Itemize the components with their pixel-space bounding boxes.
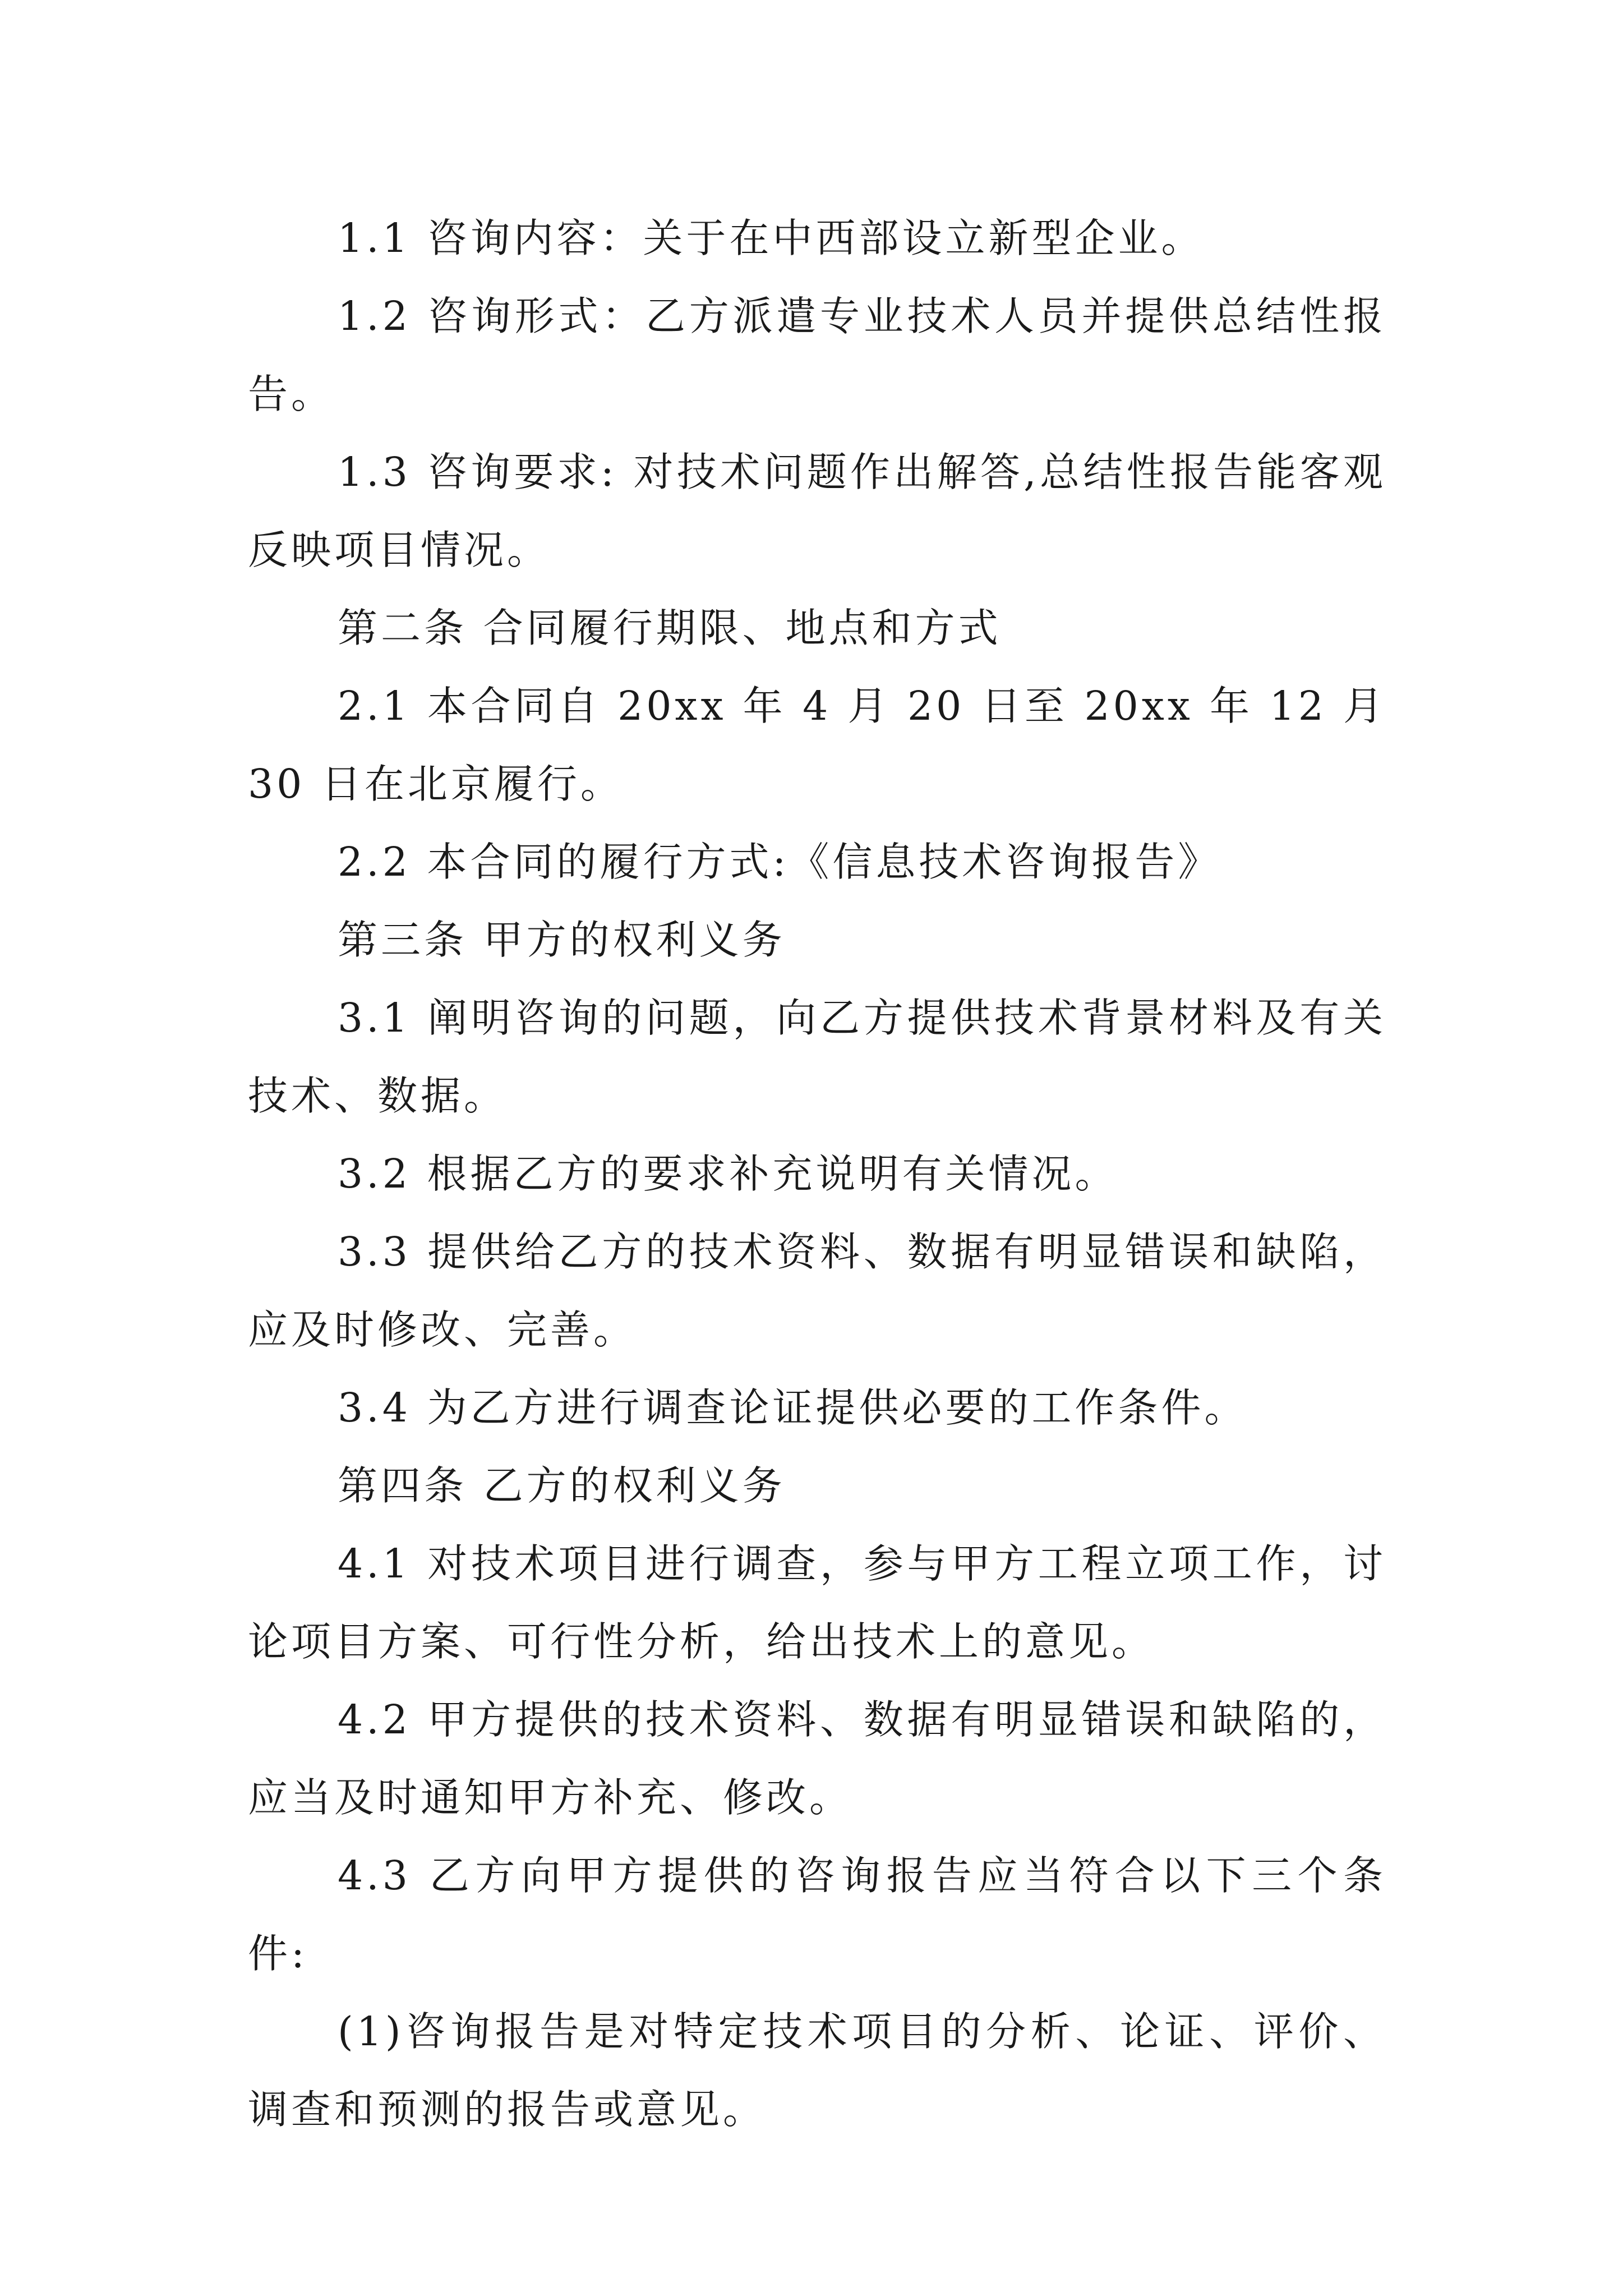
article-2-heading: 第二条 合同履行期限、地点和方式: [338, 605, 1002, 651]
clause-1-2: 1.2 咨询形式：乙方派遣专业技术人员并提供总结性报告。: [248, 293, 1386, 417]
clause-4-1: 4.1 对技术项目进行调查，参与甲方工程立项工作，讨论项目方案、可行性分析，给出技术上的意见。: [248, 1540, 1386, 1665]
document-body: [248, 199, 1386, 2148]
article-3-heading: 第三条 甲方的权利义务: [338, 917, 786, 963]
clause-1-3: 1.3 咨询要求: 对技术问题作出解答,总结性报告能客观反映项目情况。: [248, 449, 1386, 573]
article-4-heading: 第四条 乙方的权利义务: [338, 1462, 786, 1509]
clause-3-2: 3.2 根据乙方的要求补充说明有关情况。: [338, 1151, 1118, 1197]
clause-1-1: 1.1 咨询内容：关于在中西部设立新型企业。: [338, 215, 1205, 261]
clause-4-3: 4.3 乙方向甲方提供的咨询报告应当符合以下三个条件:: [248, 1852, 1386, 1977]
clause-3-1: 3.1 阐明咨询的问题，向乙方提供技术背景材料及有关技术、数据。: [248, 995, 1386, 1119]
clause-3-4: 3.4 为乙方进行调查论证提供必要的工作条件。: [338, 1384, 1248, 1431]
clause-2-2: 2.2 本合同的履行方式:《信息技术咨询报告》: [338, 839, 1221, 885]
clause-4-3-item-1: (1)咨询报告是对特定技术项目的分析、论证、评价、调查和预测的报告或意见。: [248, 2008, 1386, 2133]
clause-4-2: 4.2 甲方提供的技术资料、数据有明显错误和缺陷的，应当及时通知甲方补充、修改。: [248, 1696, 1386, 1821]
clause-3-3: 3.3 提供给乙方的技术资料、数据有明显错误和缺陷，应及时修改、完善。: [248, 1228, 1386, 1353]
clause-2-1: 2.1 本合同自 20xx 年 4 月 20 日至 20xx 年 12 月 30 日在北京履行。: [248, 683, 1386, 807]
